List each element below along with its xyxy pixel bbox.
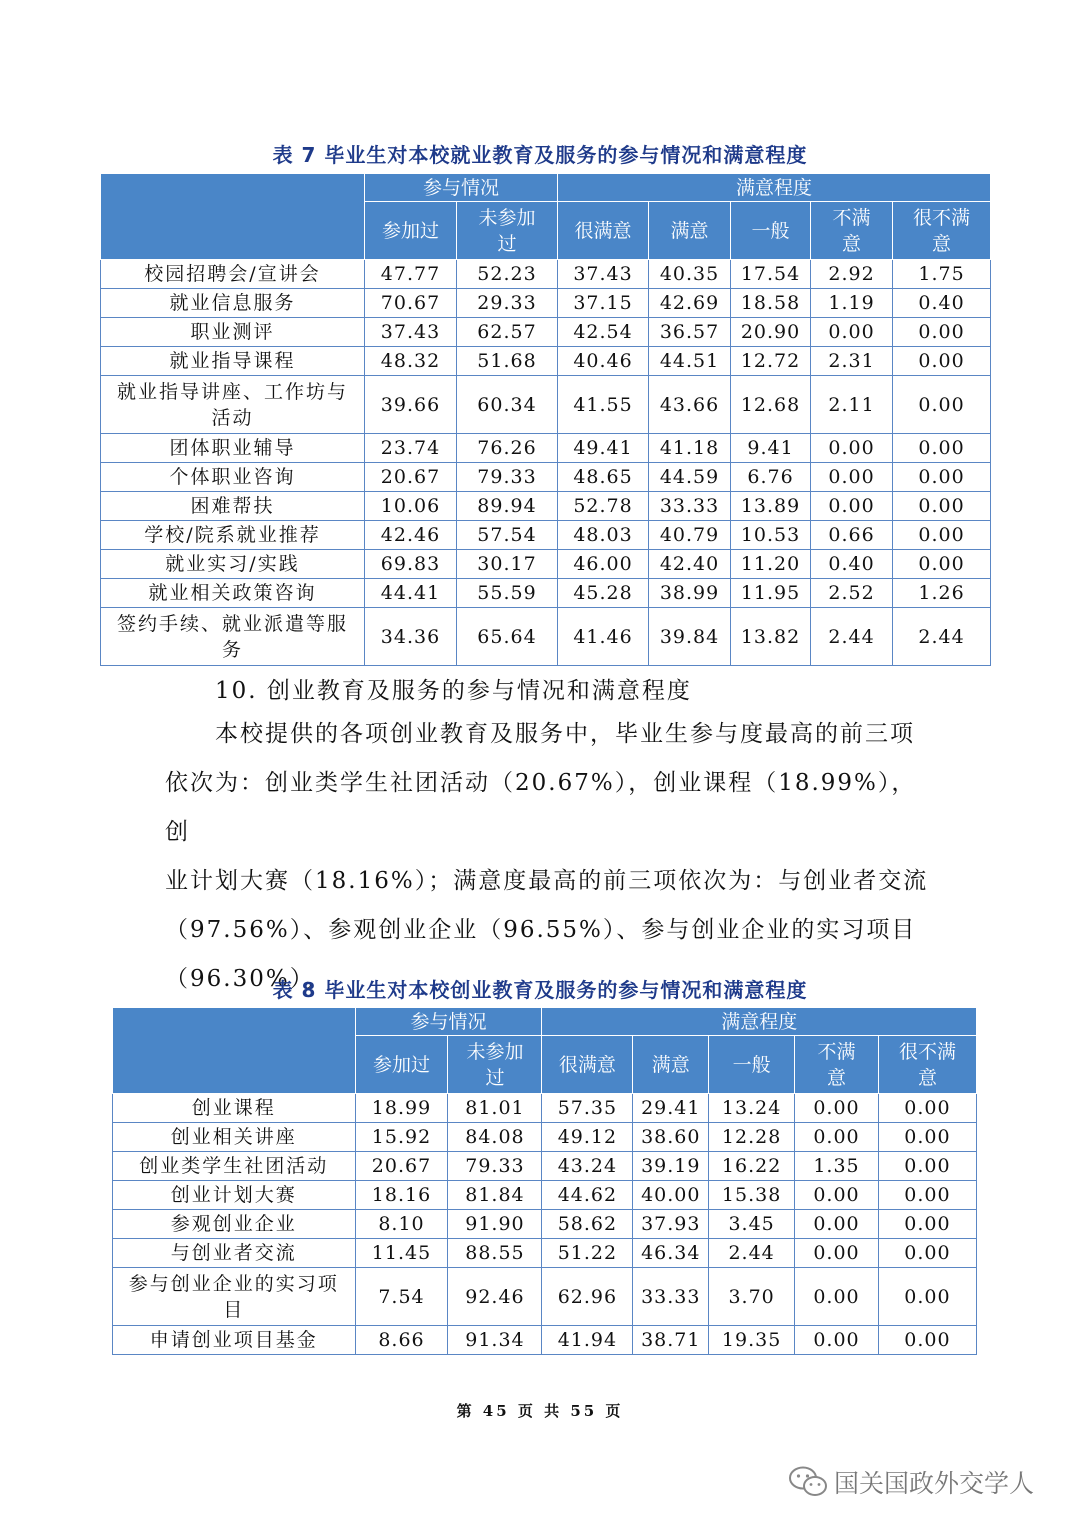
table-cell: 20.67 (365, 463, 457, 492)
table-cell: 10.06 (365, 492, 457, 521)
table-cell: 17.54 (731, 260, 811, 289)
table-cell: 37.93 (633, 1210, 709, 1239)
table-row (101, 260, 991, 289)
table-cell: 48.65 (558, 463, 649, 492)
header-corner (113, 1008, 356, 1094)
table-cell: 81.84 (448, 1181, 542, 1210)
table-cell: 91.90 (448, 1210, 542, 1239)
table-cell: 0.00 (878, 1181, 976, 1210)
paragraph-line: （96.30%）。 (165, 966, 329, 992)
row-label: 申请创业项目基金 (113, 1326, 356, 1355)
table-cell: 49.41 (558, 434, 649, 463)
table-cell: 16.22 (709, 1152, 795, 1181)
table-cell: 45.28 (558, 579, 649, 608)
table-cell: 0.00 (878, 1326, 976, 1355)
table-cell: 0.00 (893, 434, 991, 463)
table-cell: 30.17 (457, 550, 558, 579)
table-cell: 18.99 (355, 1094, 448, 1123)
column-header: 不满 意 (811, 202, 893, 260)
row-label: 困难帮扶 (101, 492, 365, 521)
row-label: 参观创业企业 (113, 1210, 356, 1239)
table-cell: 0.00 (795, 1268, 879, 1326)
table-cell: 48.32 (365, 347, 457, 376)
table-cell: 37.15 (558, 289, 649, 318)
table-cell: 62.96 (542, 1268, 633, 1326)
table-cell: 0.00 (878, 1123, 976, 1152)
table-cell: 43.66 (649, 376, 731, 434)
table-cell: 36.57 (649, 318, 731, 347)
table-cell: 2.31 (811, 347, 893, 376)
table-cell: 69.83 (365, 550, 457, 579)
table-cell: 62.57 (457, 318, 558, 347)
table-cell: 13.24 (709, 1094, 795, 1123)
table-row (101, 376, 991, 434)
column-header: 一般 (709, 1036, 795, 1094)
table-cell: 37.43 (365, 318, 457, 347)
table-cell: 11.20 (731, 550, 811, 579)
table-cell: 57.54 (457, 521, 558, 550)
table-cell: 3.45 (709, 1210, 795, 1239)
section-heading: 10. 创业教育及服务的参与情况和满意程度 (215, 678, 692, 704)
table-row (101, 463, 991, 492)
table-cell: 65.64 (457, 608, 558, 666)
table-cell: 60.34 (457, 376, 558, 434)
table-row (113, 1326, 977, 1355)
table7-caption: 表 7 毕业生对本校就业教育及服务的参与情况和满意程度 (272, 143, 808, 167)
table-cell: 11.95 (731, 579, 811, 608)
table-row (101, 492, 991, 521)
table-cell: 47.77 (365, 260, 457, 289)
paragraph-line: 本校提供的各项创业教育及服务中，毕业生参与度最高的前三项 (215, 721, 915, 747)
table-cell: 19.35 (709, 1326, 795, 1355)
table-cell: 44.41 (365, 579, 457, 608)
table-cell: 2.44 (811, 608, 893, 666)
table-cell: 12.72 (731, 347, 811, 376)
table-cell: 0.00 (811, 318, 893, 347)
table-cell: 51.22 (542, 1239, 633, 1268)
table-cell: 0.40 (893, 289, 991, 318)
table-cell: 0.00 (795, 1239, 879, 1268)
table-cell: 2.44 (709, 1239, 795, 1268)
table-cell: 0.00 (893, 521, 991, 550)
table-cell: 39.84 (649, 608, 731, 666)
table-cell: 42.54 (558, 318, 649, 347)
column-header: 未参加 过 (457, 202, 558, 260)
table-cell: 0.00 (878, 1268, 976, 1326)
table-cell: 20.67 (355, 1152, 448, 1181)
table-cell: 0.00 (893, 318, 991, 347)
table-cell: 92.46 (448, 1268, 542, 1326)
table-cell: 81.01 (448, 1094, 542, 1123)
table-cell: 12.68 (731, 376, 811, 434)
table-cell: 79.33 (448, 1152, 542, 1181)
header-corner (101, 174, 365, 260)
table-cell: 29.33 (457, 289, 558, 318)
table-cell: 20.90 (731, 318, 811, 347)
table-cell: 44.51 (649, 347, 731, 376)
table-cell: 0.00 (795, 1210, 879, 1239)
table-cell: 88.55 (448, 1239, 542, 1268)
table-cell: 1.19 (811, 289, 893, 318)
table-cell: 2.11 (811, 376, 893, 434)
row-label: 就业相关政策咨询 (101, 579, 365, 608)
table7 (100, 173, 991, 666)
table8 (112, 1007, 977, 1355)
table-cell: 0.00 (795, 1094, 879, 1123)
table-row (101, 550, 991, 579)
column-header: 参加过 (365, 202, 457, 260)
table-row (101, 608, 991, 666)
row-label: 就业实习/实践 (101, 550, 365, 579)
table-cell: 9.41 (731, 434, 811, 463)
table-row (113, 1239, 977, 1268)
table-row (101, 579, 991, 608)
row-label: 个体职业咨询 (101, 463, 365, 492)
table-cell: 33.33 (649, 492, 731, 521)
row-label: 学校/院系就业推荐 (101, 521, 365, 550)
table-cell: 41.94 (542, 1326, 633, 1355)
table-cell: 2.52 (811, 579, 893, 608)
column-header: 未参加 过 (448, 1036, 542, 1094)
paragraph-line: 依次为：创业类学生社团活动（20.67%），创业课程（18.99%），创 (165, 770, 917, 845)
table-cell: 44.62 (542, 1181, 633, 1210)
table-cell: 46.34 (633, 1239, 709, 1268)
table-row (113, 1094, 977, 1123)
watermark (788, 1462, 1034, 1502)
table-cell: 0.00 (795, 1123, 879, 1152)
table-cell: 57.35 (542, 1094, 633, 1123)
table-cell: 42.40 (649, 550, 731, 579)
table-cell: 6.76 (731, 463, 811, 492)
table-cell: 0.00 (893, 463, 991, 492)
row-label: 就业指导讲座、工作坊与 活动 (101, 376, 365, 434)
table-cell: 33.33 (633, 1268, 709, 1326)
table-cell: 41.46 (558, 608, 649, 666)
table-cell: 13.82 (731, 608, 811, 666)
column-header: 一般 (731, 202, 811, 260)
table-cell: 2.92 (811, 260, 893, 289)
table-cell: 40.00 (633, 1181, 709, 1210)
row-label: 就业信息服务 (101, 289, 365, 318)
table-cell: 49.12 (542, 1123, 633, 1152)
table-cell: 48.03 (558, 521, 649, 550)
table-cell: 55.59 (457, 579, 558, 608)
column-header: 很满意 (558, 202, 649, 260)
table-cell: 1.75 (893, 260, 991, 289)
table-cell: 0.00 (893, 492, 991, 521)
table-row (113, 1123, 977, 1152)
page-footer: 第 45 页 共 55 页 (456, 1402, 624, 1420)
row-label: 团体职业辅导 (101, 434, 365, 463)
table-row (101, 347, 991, 376)
table-cell: 70.67 (365, 289, 457, 318)
table-cell: 91.34 (448, 1326, 542, 1355)
table8-caption: 表 8 毕业生对本校创业教育及服务的参与情况和满意程度 (272, 978, 808, 1002)
table-row (101, 289, 991, 318)
row-label: 就业指导课程 (101, 347, 365, 376)
table-cell: 23.74 (365, 434, 457, 463)
table-cell: 52.23 (457, 260, 558, 289)
table-cell: 18.58 (731, 289, 811, 318)
row-label: 参与创业企业的实习项 目 (113, 1268, 356, 1326)
table-cell: 0.00 (893, 376, 991, 434)
header-group-satisfaction: 满意程度 (542, 1008, 977, 1036)
paragraph-line: 业计划大赛（18.16%）；满意度最高的前三项依次为：与创业者交流 (165, 868, 929, 894)
row-label: 与创业者交流 (113, 1239, 356, 1268)
watermark-text: 国关国政外交学人 (834, 1469, 1035, 1498)
column-header: 很不满 意 (878, 1036, 976, 1094)
table-cell: 13.89 (731, 492, 811, 521)
table-cell: 29.41 (633, 1094, 709, 1123)
table-row (113, 1181, 977, 1210)
table-cell: 38.99 (649, 579, 731, 608)
table-cell: 46.00 (558, 550, 649, 579)
table-cell: 89.94 (457, 492, 558, 521)
wechat-icon (788, 1465, 828, 1499)
row-label: 签约手续、就业派遣等服 务 (101, 608, 365, 666)
table-row (101, 521, 991, 550)
table-cell: 39.19 (633, 1152, 709, 1181)
table-cell: 42.69 (649, 289, 731, 318)
column-header: 很满意 (542, 1036, 633, 1094)
table-cell: 41.18 (649, 434, 731, 463)
row-label: 创业相关讲座 (113, 1123, 356, 1152)
table-cell: 0.00 (811, 463, 893, 492)
table-cell: 0.00 (893, 550, 991, 579)
column-header: 参加过 (355, 1036, 448, 1094)
table-cell: 38.60 (633, 1123, 709, 1152)
table-cell: 42.46 (365, 521, 457, 550)
table-cell: 8.10 (355, 1210, 448, 1239)
table-cell: 8.66 (355, 1326, 448, 1355)
table-cell: 0.00 (878, 1152, 976, 1181)
table-cell: 10.53 (731, 521, 811, 550)
section-paragraph (165, 710, 935, 1004)
table-cell: 15.92 (355, 1123, 448, 1152)
table-cell: 1.26 (893, 579, 991, 608)
table-cell: 0.00 (811, 492, 893, 521)
table-cell: 51.68 (457, 347, 558, 376)
row-label: 职业测评 (101, 318, 365, 347)
table-cell: 34.36 (365, 608, 457, 666)
table-row (101, 318, 991, 347)
table-cell: 0.40 (811, 550, 893, 579)
table-cell: 18.16 (355, 1181, 448, 1210)
header-group-satisfaction: 满意程度 (558, 174, 991, 202)
table-cell: 76.26 (457, 434, 558, 463)
table-cell: 40.35 (649, 260, 731, 289)
table-cell: 84.08 (448, 1123, 542, 1152)
table-cell: 39.66 (365, 376, 457, 434)
column-header: 满意 (633, 1036, 709, 1094)
row-label: 创业类学生社团活动 (113, 1152, 356, 1181)
table-cell: 2.44 (893, 608, 991, 666)
table-cell: 7.54 (355, 1268, 448, 1326)
header-group-participation: 参与情况 (365, 174, 558, 202)
table-cell: 40.46 (558, 347, 649, 376)
table-cell: 40.79 (649, 521, 731, 550)
table-cell: 79.33 (457, 463, 558, 492)
table-cell: 0.00 (878, 1239, 976, 1268)
table-cell: 41.55 (558, 376, 649, 434)
table-cell: 43.24 (542, 1152, 633, 1181)
table-cell: 58.62 (542, 1210, 633, 1239)
row-label: 创业课程 (113, 1094, 356, 1123)
column-header: 满意 (649, 202, 731, 260)
table-row (113, 1152, 977, 1181)
table-cell: 0.00 (893, 347, 991, 376)
table-cell: 52.78 (558, 492, 649, 521)
table-cell: 15.38 (709, 1181, 795, 1210)
row-label: 校园招聘会/宣讲会 (101, 260, 365, 289)
table-cell: 37.43 (558, 260, 649, 289)
table-cell: 1.35 (795, 1152, 879, 1181)
table-row (113, 1268, 977, 1326)
table-cell: 44.59 (649, 463, 731, 492)
table-cell: 12.28 (709, 1123, 795, 1152)
table-row (113, 1210, 977, 1239)
table-cell: 0.00 (811, 434, 893, 463)
header-group-participation: 参与情况 (355, 1008, 542, 1036)
table-cell: 3.70 (709, 1268, 795, 1326)
table-cell: 0.00 (878, 1210, 976, 1239)
row-label: 创业计划大赛 (113, 1181, 356, 1210)
table-cell: 0.00 (795, 1326, 879, 1355)
table-cell: 0.00 (795, 1181, 879, 1210)
column-header: 不满 意 (795, 1036, 879, 1094)
table-cell: 11.45 (355, 1239, 448, 1268)
table-cell: 0.66 (811, 521, 893, 550)
column-header: 很不满 意 (893, 202, 991, 260)
table-cell: 38.71 (633, 1326, 709, 1355)
paragraph-line: （97.56%）、参观创业企业（96.55%）、参与创业企业的实习项目 (165, 917, 917, 943)
table-row (101, 434, 991, 463)
table-cell: 0.00 (878, 1094, 976, 1123)
